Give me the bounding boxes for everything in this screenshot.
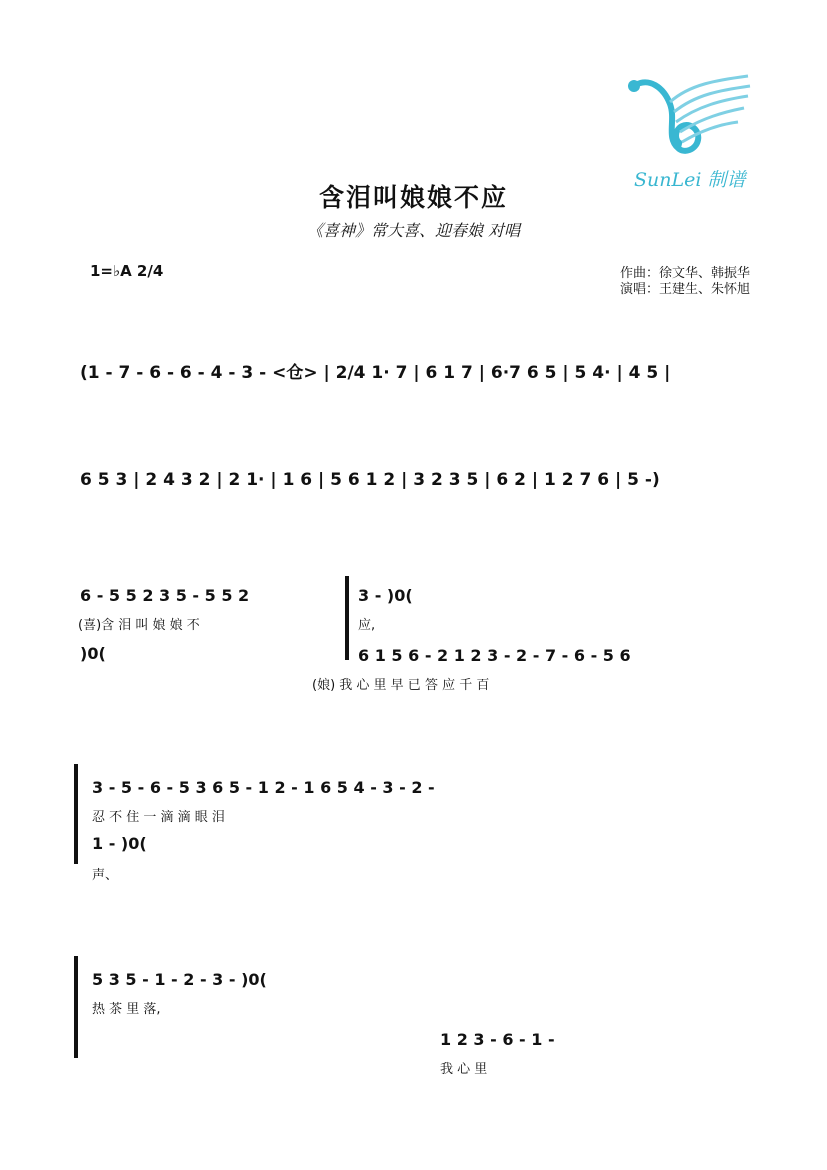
key-signature: 1=♭A 2/4: [90, 262, 164, 280]
lower-lyric: 声、: [92, 868, 119, 883]
lower-lyric: 我 心 里: [440, 1062, 488, 1077]
upper-part: 3 - 5 - 6 - 5 3 6 5 - 1 2 - 1 6 5 4 - 3 - 2 -: [92, 778, 435, 797]
right-upper-lyric: 应,: [358, 618, 376, 633]
upper-lyric: (喜)含 泪 叫 娘 娘 不: [78, 618, 200, 633]
upper-lyric: 热 茶 里 落,: [92, 1002, 161, 1017]
lower-part: )0(: [80, 644, 106, 663]
system-brace: [74, 764, 78, 864]
singer-credit: 演唱：王建生、朱怀旭: [620, 282, 751, 297]
right-lower-part: 6 1 5 6 - 2 1 2 3 - 2 - 7 - 6 - 5 6: [358, 646, 631, 665]
song-subtitle: 《喜神》常大喜、迎春娘 对唱: [306, 221, 521, 240]
system-brace: [345, 576, 349, 660]
system-brace: [74, 956, 78, 1058]
right-lower-lyric: (娘) 我 心 里 早 已 答 应 千 百: [312, 678, 490, 693]
logo-text: SunLei 制谱: [634, 169, 746, 191]
lower-part: 1 - )0(: [92, 834, 147, 853]
upper-part: 6 - 5 5 2 3 5 - 5 5 2: [80, 586, 250, 605]
right-upper-part: 3 - )0(: [358, 586, 413, 605]
lower-part: 1 2 3 - 6 - 1 -: [440, 1030, 555, 1049]
upper-lyric: 忍 不 住 一 滴 滴 眼 泪: [92, 810, 225, 825]
upper-part: 5 3 5 - 1 - 2 - 3 - )0(: [92, 970, 267, 989]
song-title: 含泪叫娘娘不应: [318, 183, 508, 212]
composer-credit: 作曲：徐文华、韩振华: [620, 266, 751, 281]
notation-line: (1 - 7 - 6 - 6 - 4 - 3 - <仓> | 2/4 1· 7 | 6 1 7 | 6·7 6 5 | 5 4· | 4 5 |: [80, 363, 671, 383]
notation-line: 6 5 3 | 2 4 3 2 | 2 1· | 1 6 | 5 6 1 2 | 3 2 3 5 | 6 2 | 1 2 7 6 | 5 -): [80, 470, 660, 490]
